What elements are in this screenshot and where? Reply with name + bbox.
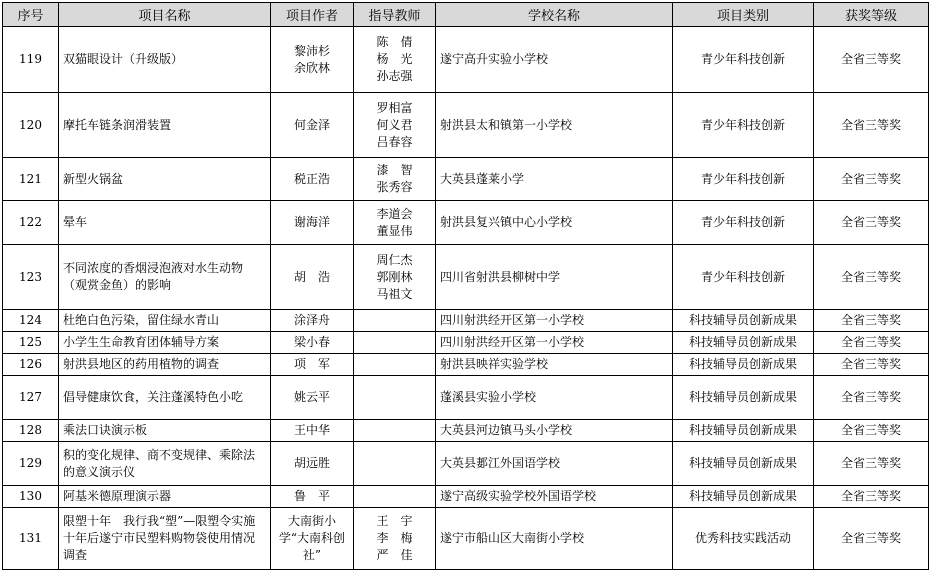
table-row [3, 508, 929, 570]
table-row [3, 332, 929, 354]
cell-teacher: 罗相富 何义君 吕春容 [354, 93, 436, 158]
header-school: 学校名称 [436, 3, 673, 27]
cell-award: 全省三等奖 [814, 354, 929, 376]
cell-project-name: 阿基米德原理演示器 [59, 486, 271, 508]
cell-author: 谢海洋 [271, 201, 354, 245]
cell-category: 青少年科技创新 [673, 27, 814, 93]
cell-author: 税正浩 [271, 158, 354, 201]
cell-no: 130 [3, 486, 59, 508]
cell-project-name: 新型火锅盆 [59, 158, 271, 201]
cell-award: 全省三等奖 [814, 27, 929, 93]
table-row [3, 442, 929, 486]
cell-award: 全省三等奖 [814, 310, 929, 332]
cell-category: 青少年科技创新 [673, 201, 814, 245]
table-row [3, 310, 929, 332]
cell-award: 全省三等奖 [814, 332, 929, 354]
cell-category: 科技辅导员创新成果 [673, 354, 814, 376]
cell-no: 131 [3, 508, 59, 570]
cell-author: 胡远胜 [271, 442, 354, 486]
cell-award: 全省三等奖 [814, 420, 929, 442]
cell-school: 四川省射洪县柳树中学 [436, 245, 673, 310]
cell-school: 四川射洪经开区第一小学校 [436, 332, 673, 354]
header-project-name: 项目名称 [59, 3, 271, 27]
cell-no: 119 [3, 27, 59, 93]
cell-no: 120 [3, 93, 59, 158]
cell-no: 122 [3, 201, 59, 245]
cell-teacher [354, 420, 436, 442]
cell-category: 科技辅导员创新成果 [673, 376, 814, 420]
header-category: 项目类别 [673, 3, 814, 27]
table-row [3, 27, 929, 93]
cell-teacher [354, 376, 436, 420]
cell-award: 全省三等奖 [814, 486, 929, 508]
cell-project-name: 射洪县地区的药用植物的调查 [59, 354, 271, 376]
header-row [3, 3, 929, 27]
cell-category: 科技辅导员创新成果 [673, 442, 814, 486]
cell-project-name: 不同浓度的香烟浸泡液对水生动物（观赏金鱼）的影响 [59, 245, 271, 310]
cell-teacher [354, 354, 436, 376]
cell-school: 射洪县太和镇第一小学校 [436, 93, 673, 158]
cell-category: 青少年科技创新 [673, 245, 814, 310]
cell-author: 胡 浩 [271, 245, 354, 310]
header-no: 序号 [3, 3, 59, 27]
cell-teacher [354, 442, 436, 486]
cell-no: 127 [3, 376, 59, 420]
cell-school: 大英县蓬莱小学 [436, 158, 673, 201]
cell-teacher: 漆 智 张秀容 [354, 158, 436, 201]
cell-teacher [354, 310, 436, 332]
cell-author: 大南街小学“大南科创社” [271, 508, 354, 570]
table-row [3, 93, 929, 158]
cell-project-name: 摩托车链条润滑装置 [59, 93, 271, 158]
table-row [3, 245, 929, 310]
cell-category: 青少年科技创新 [673, 93, 814, 158]
cell-teacher [354, 332, 436, 354]
cell-author: 项 军 [271, 354, 354, 376]
cell-author: 涂泽舟 [271, 310, 354, 332]
cell-category: 科技辅导员创新成果 [673, 486, 814, 508]
header-award: 获奖等级 [814, 3, 929, 27]
cell-award: 全省三等奖 [814, 245, 929, 310]
cell-school: 遂宁高级实验学校外国语学校 [436, 486, 673, 508]
table-row [3, 420, 929, 442]
cell-project-name: 晕车 [59, 201, 271, 245]
table-row [3, 486, 929, 508]
header-teacher: 指导教师 [354, 3, 436, 27]
cell-author: 梁小春 [271, 332, 354, 354]
cell-no: 128 [3, 420, 59, 442]
cell-school: 蓬溪县实验小学校 [436, 376, 673, 420]
awards-table [2, 2, 929, 570]
cell-school: 四川射洪经开区第一小学校 [436, 310, 673, 332]
cell-author: 黎沛杉 余欣林 [271, 27, 354, 93]
cell-teacher: 陈 倩 杨 光 孙志强 [354, 27, 436, 93]
cell-no: 126 [3, 354, 59, 376]
cell-author: 何金泽 [271, 93, 354, 158]
cell-project-name: 小学生生命教育团体辅导方案 [59, 332, 271, 354]
cell-teacher: 周仁杰 郭刚林 马祖文 [354, 245, 436, 310]
cell-award: 全省三等奖 [814, 158, 929, 201]
cell-school: 大英县郪江外国语学校 [436, 442, 673, 486]
cell-no: 124 [3, 310, 59, 332]
cell-project-name: 乘法口诀演示板 [59, 420, 271, 442]
cell-category: 优秀科技实践活动 [673, 508, 814, 570]
cell-no: 121 [3, 158, 59, 201]
cell-author: 王中华 [271, 420, 354, 442]
cell-category: 科技辅导员创新成果 [673, 310, 814, 332]
cell-award: 全省三等奖 [814, 376, 929, 420]
table-row [3, 376, 929, 420]
cell-school: 遂宁市船山区大南街小学校 [436, 508, 673, 570]
cell-school: 射洪县映祥实验学校 [436, 354, 673, 376]
table-row [3, 201, 929, 245]
cell-project-name: 杜绝白色污染，留住绿水青山 [59, 310, 271, 332]
table-row [3, 354, 929, 376]
cell-teacher [354, 486, 436, 508]
table-row [3, 158, 929, 201]
cell-category: 青少年科技创新 [673, 158, 814, 201]
cell-school: 遂宁高升实验小学校 [436, 27, 673, 93]
cell-school: 大英县河边镇马头小学校 [436, 420, 673, 442]
cell-project-name: 积的变化规律、商不变规律、乘除法的意义演示仪 [59, 442, 271, 486]
cell-no: 125 [3, 332, 59, 354]
cell-teacher: 李道会 董显伟 [354, 201, 436, 245]
cell-project-name: 双猫眼设计（升级版） [59, 27, 271, 93]
cell-category: 科技辅导员创新成果 [673, 420, 814, 442]
cell-project-name: 限塑十年 我行我“塑”—限塑令实施十年后遂宁市民塑料购物袋使用情况调查 [59, 508, 271, 570]
cell-teacher: 王 宇 李 梅 严 佳 [354, 508, 436, 570]
cell-no: 123 [3, 245, 59, 310]
cell-school: 射洪县复兴镇中心小学校 [436, 201, 673, 245]
cell-author: 姚云平 [271, 376, 354, 420]
cell-award: 全省三等奖 [814, 201, 929, 245]
cell-project-name: 倡导健康饮食，关注蓬溪特色小吃 [59, 376, 271, 420]
cell-award: 全省三等奖 [814, 508, 929, 570]
cell-author: 鲁 平 [271, 486, 354, 508]
cell-category: 科技辅导员创新成果 [673, 332, 814, 354]
cell-award: 全省三等奖 [814, 442, 929, 486]
cell-award: 全省三等奖 [814, 93, 929, 158]
header-author: 项目作者 [271, 3, 354, 27]
cell-no: 129 [3, 442, 59, 486]
